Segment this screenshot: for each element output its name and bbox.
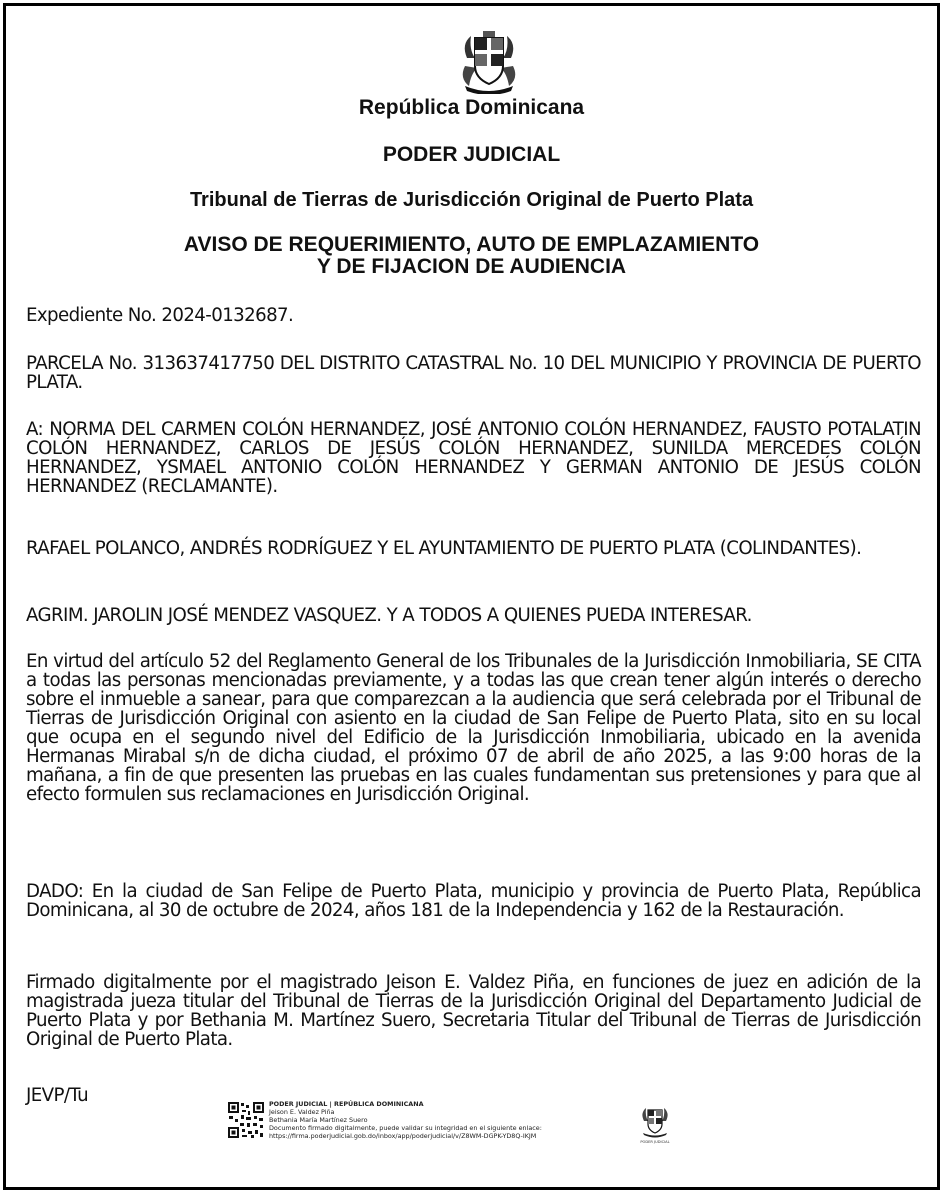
signer-2: Bethania María Martínez Suero <box>269 1116 368 1124</box>
country-heading: República Dominicana <box>358 96 585 119</box>
verification-url[interactable]: https://firma.poderjudicial.gob.do/inbox/app/poderjudicial/v/Z8WM-DGPK-YD8Q-IKJM <box>269 1132 537 1140</box>
notice-page <box>3 3 940 1190</box>
qr-code-icon[interactable] <box>227 1101 265 1139</box>
addressees-paragraph: A: NORMA DEL CARMEN COLÓN HERNANDEZ, JOSÉ ANTONIO COLÓN HERNANDEZ, FAUSTO POTALATIN COLÓN HERNANDEZ, CARLOS DE JESÚS COLÓN HERNANDEZ, SUNILDA MERCEDES COLÓN HERNANDEZ, YSMAEL ANTONIO COLÓN HERNANDEZ Y GERMAN ANTONIO DE JESÚS COLÓN HERNANDEZ (RECLAMANTE). <box>26 419 921 497</box>
issued-paragraph: DADO: En la ciudad de San Felipe de Puerto Plata, municipio y provincia de Puerto Plata, República Dominicana, al 30 de octubre de 2024, años 181 de la Independencia y 162 de la Restauración. <box>26 881 921 921</box>
digital-signature-block <box>227 1098 617 1158</box>
seal-caption: PODER JUDICIAL <box>640 1140 670 1144</box>
notice-title-line-1: AVISO DE REQUERIMIENTO, AUTO DE EMPLAZAMIENTO <box>183 233 760 256</box>
court-heading: Tribunal de Tierras de Jurisdicción Original de Puerto Plata <box>189 189 754 211</box>
adjoining-owners-paragraph: RAFAEL POLANCO, ANDRÉS RODRÍGUEZ Y EL AYUNTAMIENTO DE PUERTO PLATA (COLINDANTES). <box>26 538 862 559</box>
notice-title-line-2: Y DE FIJACION DE AUDIENCIA <box>316 255 627 278</box>
surveyor-paragraph: AGRIM. JAROLIN JOSÉ MENDEZ VASQUEZ. Y A TODOS A QUIENES PUEDA INTERESAR. <box>26 605 752 626</box>
signed-paragraph: Firmado digitalmente por el magistrado Jeison E. Valdez Piña, en funciones de juez en adición de la magistrada jueza titular del Tribunal de Tierras de la Jurisdicción Original del Departamento Judicial de Puerto Plata y por Bethania M. Martínez Suero, Secretaria Titular del Tribunal de Tierras de Jurisdicción Original de Puerto Plata. <box>26 972 921 1050</box>
signature-details <box>269 1100 629 1140</box>
signer-1: Jeison E. Valdez Piña <box>269 1108 335 1116</box>
parcela-paragraph: PARCELA No. 313637417750 DEL DISTRITO CATASTRAL No. 10 DEL MUNICIPIO Y PROVINCIA DE PUERTO PLATA. <box>26 353 921 393</box>
expediente-number: Expediente No. 2024-0132687. <box>26 305 294 326</box>
initials: JEVP/Tu <box>26 1085 89 1106</box>
branch-heading: PODER JUDICIAL <box>382 143 561 166</box>
verification-note: Documento firmado digitalmente, puede validar su integridad en el siguiente enlace: <box>269 1124 542 1132</box>
summons-paragraph: En virtud del artículo 52 del Reglamento General de los Tribunales de la Jurisdicción Inmobiliaria, SE CITA a todas las personas mencionadas previamente, y a todas las que crean tener algún interés o derecho sobre el inmueble a sanear, para que comparezcan a la audiencia que será celebrada por el Tribunal de Tierras de Jurisdicción Original con asiento en la ciudad de San Felipe de Puerto Plata, sito en su local que ocupa en el segundo nivel del Edificio de la Jurisdicción Inmobiliaria, ubicado en la avenida Hermanas Mirabal s/n de dicha ciudad, el próximo 07 de abril de año 2025, a las 9:00 horas de la mañana, a fin de que presenten las pruebas en las cuales fundamentan sus pretensiones y para que al efecto formulen sus reclamaciones en Jurisdicción Original. <box>26 651 921 805</box>
poder-judicial-seal-icon <box>638 1105 672 1145</box>
coat-of-arms-icon <box>457 28 521 94</box>
notice-title <box>6 234 937 278</box>
signature-title: PODER JUDICIAL | REPÚBLICA DOMINICANA <box>269 1100 424 1108</box>
